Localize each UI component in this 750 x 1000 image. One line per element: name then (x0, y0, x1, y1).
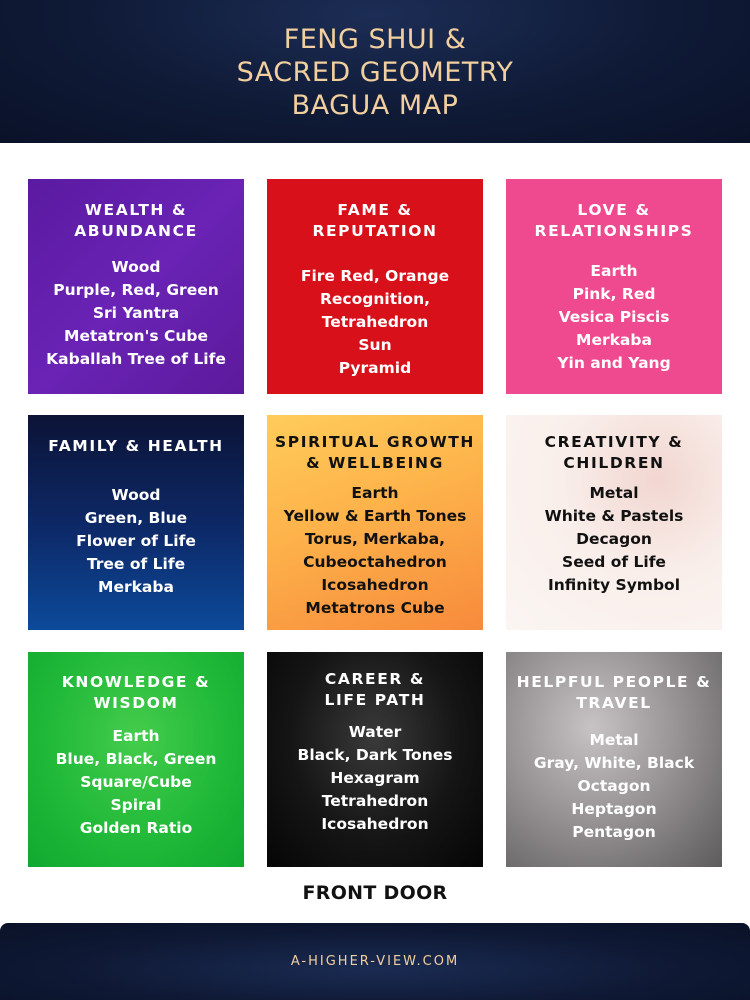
tile-colors: White & Pastels (544, 507, 684, 525)
tile-geometry: Spiral (110, 796, 162, 814)
tile-geometry: Kaballah Tree of Life (46, 350, 226, 368)
tile-colors: Pink, Red (572, 285, 656, 303)
tile-title-line: HELPFUL PEOPLE & (516, 673, 712, 691)
tile-title (535, 200, 694, 242)
tile-element: Earth (590, 262, 638, 280)
tile-geometry: Torus, Merkaba, (304, 530, 446, 548)
tile-geometry: Icosahedron (321, 815, 429, 833)
tile-geometry: Merkaba (98, 578, 174, 596)
tile-title-line: FAME & (337, 201, 413, 219)
tile-title-line: CHILDREN (563, 454, 665, 472)
tile-details (76, 484, 196, 599)
tile-colors: Fire Red, Orange (300, 267, 450, 285)
tile-details (46, 256, 226, 371)
tile-title-line: LIFE PATH (324, 691, 426, 709)
tile-geometry: Octagon (577, 777, 651, 795)
tile-details (301, 265, 449, 380)
bagua-tile-wealth (28, 179, 244, 394)
tile-geometry: Infinity Symbol (547, 576, 681, 594)
tile-geometry: Hexagram (330, 769, 420, 787)
bagua-tile-knowledge (28, 652, 244, 867)
tile-title (62, 672, 210, 714)
tile-title-line: CAREER & (324, 670, 426, 688)
tile-geometry: Tetrahedron (321, 313, 429, 331)
tile-geometry: Icosahedron (321, 576, 429, 594)
tile-element: Water (348, 723, 402, 741)
tile-geometry: Sri Yantra (92, 304, 180, 322)
tile-colors: Gray, White, Black (533, 754, 695, 772)
tile-title-line: LOVE & (577, 201, 651, 219)
header-banner (0, 0, 750, 143)
title-line: FENG SHUI & (283, 24, 467, 55)
tile-title-line: & WELLBEING (306, 454, 444, 472)
tile-geometry: Tetrahedron (321, 792, 429, 810)
tile-title-line: REPUTATION (312, 222, 438, 240)
tile-title (545, 432, 684, 474)
tile-colors: Blue, Black, Green (55, 750, 217, 768)
tile-geometry: Pyramid (338, 359, 412, 377)
bagua-tile-creativity (506, 415, 722, 630)
tile-colors: Black, Dark Tones (297, 746, 453, 764)
tile-title-line: WEALTH & (84, 201, 188, 219)
tile-geometry: Yin and Yang (557, 354, 671, 372)
website-link[interactable]: A-HIGHER-VIEW.COM (290, 954, 460, 969)
bagua-tile-love (506, 179, 722, 394)
bagua-tile-career (267, 652, 483, 867)
tile-colors: Yellow & Earth Tones (283, 507, 467, 525)
tile-geometry: Heptagon (571, 800, 657, 818)
page-title (237, 23, 514, 122)
tile-title-line: WISDOM (93, 694, 179, 712)
tile-element: Metal (589, 731, 639, 749)
tile-title-line: ABUNDANCE (74, 222, 198, 240)
tile-title-line: SPIRITUAL GROWTH (274, 433, 476, 451)
tile-title (275, 432, 475, 474)
tile-geometry: Golden Ratio (79, 819, 193, 837)
tile-element: Earth (112, 727, 160, 745)
tile-geometry: Pentagon (572, 823, 656, 841)
tile-geometry: Sun (358, 336, 392, 354)
tile-details (557, 260, 670, 375)
tile-geometry: Decagon (576, 530, 652, 548)
tile-title-line: TRAVEL (576, 694, 652, 712)
tile-details (56, 725, 217, 840)
tile-title-line: RELATIONSHIPS (534, 222, 694, 240)
tile-geometry: Seed of Life (562, 553, 666, 571)
title-line: SACRED GEOMETRY (236, 57, 514, 88)
tile-title (48, 436, 223, 457)
tile-title (312, 200, 437, 242)
tile-geometry: Tree of Life (86, 555, 186, 573)
tile-geometry: Cubeoctahedron (303, 553, 447, 571)
tile-details (534, 729, 694, 844)
tile-geometry: Flower of Life (76, 532, 196, 550)
tile-element: Metal (589, 484, 639, 502)
tile-title-line: FAMILY & HEALTH (48, 437, 224, 455)
tile-detail-line: Recognition, (319, 290, 431, 308)
tile-geometry: Square/Cube (80, 773, 192, 791)
tile-details (298, 721, 453, 836)
tile-element: Wood (111, 258, 161, 276)
tile-title (325, 669, 426, 711)
tile-geometry: Metatron's Cube (64, 327, 208, 345)
front-door-label: FRONT DOOR (302, 882, 448, 904)
tile-details (284, 482, 467, 620)
tile-geometry: Metatrons Cube (305, 599, 445, 617)
tile-details (545, 482, 684, 597)
bagua-tile-spiritual (267, 415, 483, 630)
tile-title-line: CREATIVITY & (544, 433, 684, 451)
tile-colors: Purple, Red, Green (53, 281, 219, 299)
bagua-tile-fame (267, 179, 483, 394)
bagua-tile-helpful-people (506, 652, 722, 867)
title-line: BAGUA MAP (291, 90, 459, 121)
tile-element: Wood (111, 486, 161, 504)
tile-element: Earth (351, 484, 399, 502)
tile-title (74, 200, 198, 242)
bagua-tile-family (28, 415, 244, 630)
tile-title (517, 672, 712, 714)
tile-geometry: Merkaba (576, 331, 652, 349)
tile-title-line: KNOWLEDGE & (61, 673, 211, 691)
footer-banner (0, 923, 750, 1000)
tile-colors: Green, Blue (84, 509, 188, 527)
tile-geometry: Vesica Piscis (558, 308, 670, 326)
